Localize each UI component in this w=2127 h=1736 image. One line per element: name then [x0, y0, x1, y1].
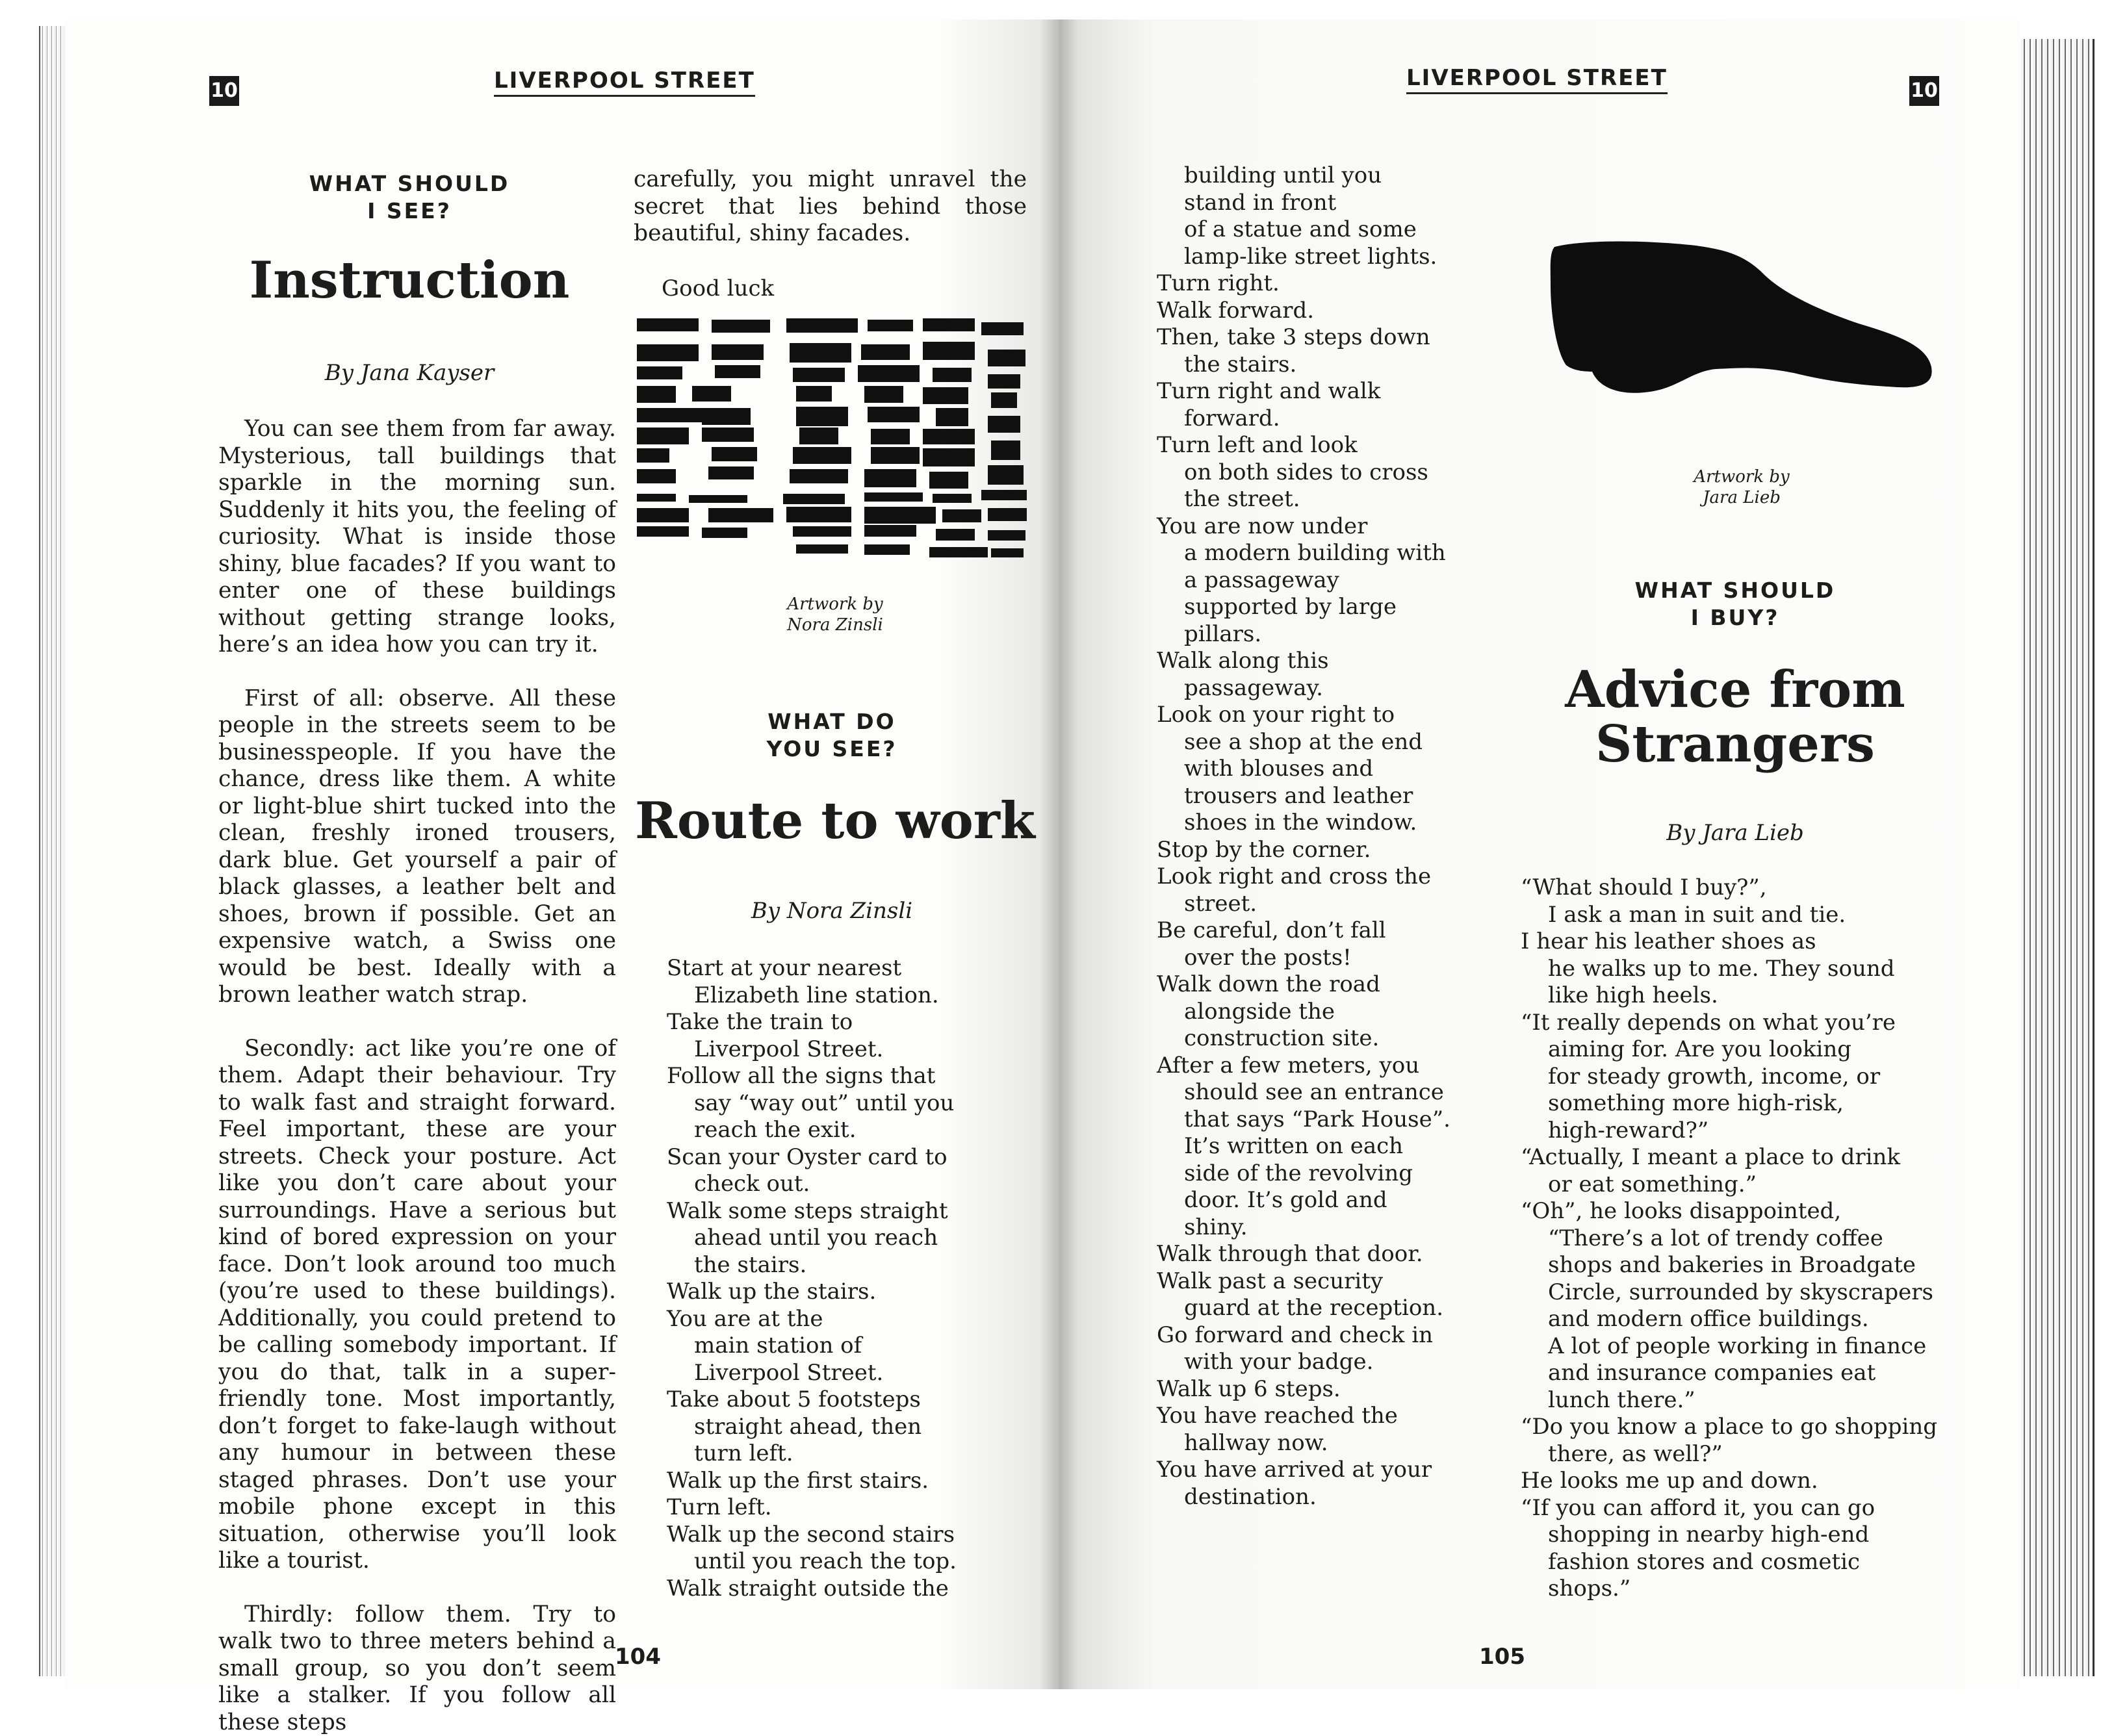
- running-head: LIVERPOOL STREET: [494, 68, 755, 97]
- text-line: he walks up to me. They sound: [1521, 956, 1937, 983]
- credit-line: Artwork by: [728, 594, 942, 615]
- redacted-text-artwork: [637, 318, 1027, 565]
- text-line: passageway.: [1157, 675, 1450, 702]
- text-line: Liverpool Street.: [667, 1360, 957, 1387]
- credit-line: Artwork by: [1634, 466, 1849, 487]
- text-line: Walk up the second stairs: [667, 1522, 957, 1549]
- text-line: Turn left and look: [1157, 432, 1450, 459]
- text-line: aiming for. Are you looking: [1521, 1036, 1937, 1064]
- shoe-artwork: [1547, 234, 1937, 403]
- chapter-badge: 10: [1909, 76, 1939, 106]
- text-line: Go forward and check in: [1157, 1322, 1450, 1349]
- text-line: the street.: [1157, 486, 1450, 513]
- dialogue-text: [1521, 874, 1937, 1603]
- text-line: Walk through that door.: [1157, 1241, 1450, 1268]
- text-line: shops and bakeries in Broadgate: [1521, 1252, 1937, 1279]
- text-line: You are at the: [667, 1306, 957, 1333]
- text-line: Walk up 6 steps.: [1157, 1376, 1450, 1403]
- paragraph: First of all: observe. All these people in the streets seem to be businesspeople. If you have the chance, dress like them. A white or light-blue shirt tucked into the clean, freshly ironed trousers, dark blue. Get yourself a pair of black glasses, a leather belt and shoes, brown if possible. Get an expensive watch, a Swiss one would be best. Ideally with a brown leather watch strap.: [218, 685, 616, 1009]
- article-title: Instruction: [214, 253, 604, 308]
- text-line: Take the train to: [667, 1009, 957, 1036]
- text-line: Stop by the corner.: [1157, 837, 1450, 864]
- byline: By Nora Zinsli: [669, 898, 994, 924]
- text-line: trousers and leather: [1157, 783, 1450, 810]
- text-line: “It really depends on what you’re: [1521, 1010, 1937, 1037]
- text-line: construction site.: [1157, 1025, 1450, 1053]
- text-line: Walk past a security: [1157, 1268, 1450, 1296]
- text-line: side of the revolving: [1157, 1160, 1450, 1188]
- text-line: I hear his leather shoes as: [1521, 928, 1937, 956]
- text-line: that says “Park House”.: [1157, 1106, 1450, 1134]
- text-line: pillars.: [1157, 621, 1450, 648]
- credit-line: Nora Zinsli: [728, 615, 942, 635]
- title-line: Advice from: [1540, 663, 1930, 717]
- paragraph: You can see them from far away. Mysterious, tall buildings that sparkle in the morning sun. Suddenly it hits you, the feeling of curiosity. What is inside those shiny, blue facades? If you want to enter one of these buildings without getting strange looks, here’s an idea how you can try it.: [218, 416, 616, 659]
- text-line: Circle, surrounded by skyscrapers: [1521, 1279, 1937, 1307]
- text-line: Liverpool Street.: [667, 1036, 957, 1064]
- text-line: the stairs.: [1157, 351, 1450, 379]
- text-line: You have arrived at your: [1157, 1457, 1450, 1484]
- text-line: building until you: [1157, 162, 1450, 190]
- text-line: Turn left.: [667, 1494, 957, 1522]
- text-line: for steady growth, income, or: [1521, 1064, 1937, 1091]
- text-line: “Do you know a place to go shopping: [1521, 1414, 1937, 1441]
- text-line: on both sides to cross: [1157, 459, 1450, 487]
- text-line: “Oh”, he looks disappointed,: [1521, 1198, 1937, 1225]
- text-line: Walk along this: [1157, 648, 1450, 675]
- text-line: Follow all the signs that: [667, 1063, 957, 1090]
- paragraph: Secondly: act like you’re one of them. Adapt their behaviour. Try to walk fast and straight forward. Feel important, these are your streets. Check your posture. Act like you don’t care about your surroundings. Have a serious but kind of bored expression on your face. Don’t look around too much (you’re used to these buildings). Additionally, you could pretend to be calling somebody important. If you do that, talk in a super-friendly tone. Most importantly, don’t forget to fake-laugh without any humour in between these staged phrases. Don’t use your mobile phone except in this situation, otherwise you’ll look like a tourist.: [218, 1036, 616, 1575]
- byline: By Jana Kayser: [247, 360, 572, 386]
- credit-line: Jara Lieb: [1634, 487, 1849, 508]
- kicker-line: YOU SEE?: [708, 735, 955, 763]
- text-line: over the posts!: [1157, 945, 1450, 972]
- text-line: of a statue and some: [1157, 216, 1450, 244]
- text-line: Be careful, don’t fall: [1157, 917, 1450, 945]
- text-line: alongside the: [1157, 999, 1450, 1026]
- text-line: shiny.: [1157, 1214, 1450, 1242]
- text-line: Turn right and walk: [1157, 378, 1450, 405]
- byline: By Jara Lieb: [1573, 820, 1898, 846]
- text-line: there, as well?”: [1521, 1441, 1937, 1468]
- text-line: straight ahead, then: [667, 1414, 957, 1441]
- text-line: and insurance companies eat: [1521, 1360, 1937, 1387]
- text-line: shoes in the window.: [1157, 810, 1450, 837]
- text-line: “What should I buy?”,: [1521, 874, 1937, 902]
- text-line: He looks me up and down.: [1521, 1468, 1937, 1495]
- text-line: Walk up the stairs.: [667, 1279, 957, 1306]
- section-kicker: [708, 708, 955, 763]
- text-line: reach the exit.: [667, 1117, 957, 1144]
- text-line: turn left.: [667, 1440, 957, 1468]
- page-number: 104: [615, 1644, 661, 1670]
- text-line: a passageway: [1157, 567, 1450, 594]
- text-line: Scan your Oyster card to: [667, 1144, 957, 1171]
- text-line: door. It’s gold and: [1157, 1187, 1450, 1214]
- kicker-line: I BUY?: [1605, 604, 1865, 632]
- text-line: say “way out” until you: [667, 1090, 957, 1117]
- text-line: Walk some steps straight: [667, 1198, 957, 1225]
- text-line: “If you can afford it, you can go: [1521, 1495, 1937, 1522]
- route-instructions: [667, 955, 957, 1602]
- text-line: forward.: [1157, 405, 1450, 433]
- text-line: Walk forward.: [1157, 298, 1450, 325]
- text-line: Elizabeth line station.: [667, 982, 957, 1010]
- text-line: fashion stores and cosmetic: [1521, 1549, 1937, 1576]
- route-instructions-continued: [1157, 162, 1450, 1511]
- section-kicker: [1605, 577, 1865, 632]
- artwork-credit: [728, 594, 942, 635]
- book-page-edges-left: [39, 26, 66, 1676]
- text-line: I ask a man in suit and tie.: [1521, 902, 1937, 929]
- text-line: shops.”: [1521, 1576, 1937, 1603]
- text-line: with blouses and: [1157, 756, 1450, 783]
- text-line: street.: [1157, 891, 1450, 918]
- text-line: A lot of people working in finance: [1521, 1333, 1937, 1360]
- text-line: with your badge.: [1157, 1349, 1450, 1376]
- page-number: 105: [1479, 1644, 1525, 1670]
- text-line: After a few meters, you: [1157, 1053, 1450, 1080]
- kicker-line: WHAT SHOULD: [1605, 577, 1865, 604]
- text-line: “Actually, I meant a place to drink: [1521, 1144, 1937, 1171]
- section-kicker: [286, 170, 533, 225]
- text-line: Walk down the road: [1157, 971, 1450, 999]
- text-line: Turn right.: [1157, 270, 1450, 298]
- signoff: Good luck: [662, 275, 774, 303]
- text-line: or eat something.”: [1521, 1171, 1937, 1199]
- article-body: [218, 416, 616, 1736]
- article-body-continued: [634, 166, 1027, 248]
- text-line: Walk up the first stairs.: [667, 1468, 957, 1495]
- text-line: main station of: [667, 1333, 957, 1360]
- text-line: guard at the reception.: [1157, 1295, 1450, 1322]
- article-title: [1540, 663, 1930, 772]
- text-line: high-reward?”: [1521, 1117, 1937, 1145]
- text-line: see a shop at the end: [1157, 729, 1450, 756]
- text-line: Look on your right to: [1157, 702, 1450, 729]
- chapter-badge: 10: [209, 76, 239, 106]
- book-spine: [1040, 19, 1079, 1689]
- text-line: lamp-like street lights.: [1157, 244, 1450, 271]
- text-line: Take about 5 footsteps: [667, 1386, 957, 1414]
- text-line: “There’s a lot of trendy coffee: [1521, 1225, 1937, 1253]
- text-line: until you reach the top.: [667, 1548, 957, 1576]
- text-line: Start at your nearest: [667, 955, 957, 982]
- text-line: Look right and cross the: [1157, 863, 1450, 891]
- kicker-line: WHAT SHOULD: [286, 170, 533, 198]
- text-line: destination.: [1157, 1484, 1450, 1511]
- title-line: Strangers: [1540, 717, 1930, 772]
- text-line: a modern building with: [1157, 540, 1450, 567]
- text-line: stand in front: [1157, 190, 1450, 217]
- text-line: and modern office buildings.: [1521, 1306, 1937, 1333]
- text-line: You have reached the: [1157, 1403, 1450, 1430]
- text-line: supported by large: [1157, 594, 1450, 621]
- text-line: the stairs.: [667, 1252, 957, 1279]
- text-line: lunch there.”: [1521, 1387, 1937, 1414]
- text-line: hallway now.: [1157, 1430, 1450, 1457]
- book-page-edges-right: [2021, 39, 2095, 1676]
- text-line: ahead until you reach: [667, 1225, 957, 1252]
- text-line: something more high-risk,: [1521, 1090, 1937, 1117]
- text-line: You are now under: [1157, 513, 1450, 541]
- paragraph: Thirdly: follow them. Try to walk two to three meters behind a small group, so you don’t seem like a stalker. If you follow all these steps: [218, 1602, 616, 1736]
- text-line: It’s written on each: [1157, 1133, 1450, 1160]
- article-title: Route to work: [634, 794, 1037, 849]
- artwork-credit: [1634, 466, 1849, 508]
- text-line: like high heels.: [1521, 982, 1937, 1010]
- paragraph: carefully, you might unravel the secret that lies behind those beautiful, shiny facades.: [634, 166, 1027, 248]
- text-line: should see an entrance: [1157, 1079, 1450, 1106]
- text-line: Walk straight outside the: [667, 1576, 957, 1603]
- kicker-line: WHAT DO: [708, 708, 955, 735]
- kicker-line: I SEE?: [286, 198, 533, 225]
- text-line: Then, take 3 steps down: [1157, 324, 1450, 351]
- running-head: LIVERPOOL STREET: [1406, 65, 1668, 94]
- text-line: check out.: [667, 1171, 957, 1198]
- text-line: shopping in nearby high-end: [1521, 1522, 1937, 1549]
